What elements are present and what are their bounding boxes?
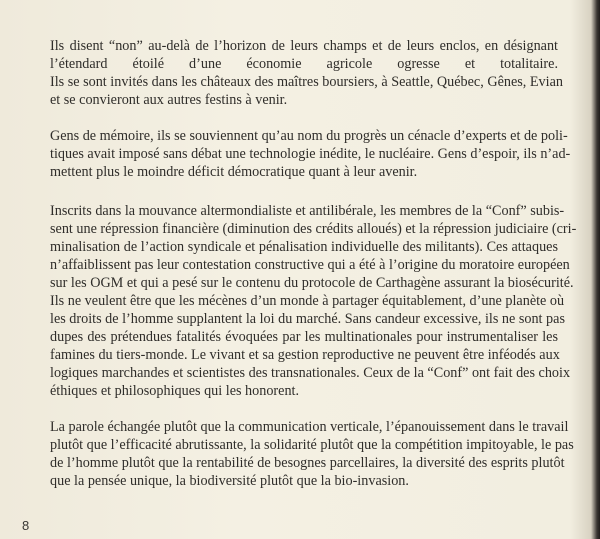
text-line: tiques avait imposé sans débat une technologie inédite, le nucléaire. Gens d’espoir, ils n’ad-: [50, 146, 571, 162]
paragraph-2: [50, 127, 571, 181]
paragraph-3: [50, 202, 577, 400]
text-line: les droits de l’homme supplantent la loi du marché. Sans candeur excessive, ils ne sont pas: [50, 311, 565, 327]
text-line: Ils ne veulent être que les mécènes d’un monde à partager équitablement, d’une planète où: [50, 293, 565, 309]
text-line: minalisation de l’action syndicale et pénalisation individuelle des militants). Ces attaques: [50, 239, 558, 255]
text-line: famines du tiers-monde. Le vivant et sa gestion reproductive ne peuvent être inféodés aux: [50, 347, 560, 363]
text-line: mettent plus le moindre déficit démocratique quant à leur avenir.: [50, 164, 418, 180]
text-line: sent une répression financière (diminution des crédits alloués) et la répression judiciaire (cri-: [50, 221, 577, 237]
text-line: éthiques et philosophiques qui les honorent.: [50, 383, 300, 399]
text-line: Ils disent “non” au-delà de l’horizon de leurs champs et de leurs enclos, en désignant: [50, 38, 558, 54]
text-line: La parole échangée plutôt que la communication verticale, l’épanouissement dans le travail: [50, 419, 569, 435]
text-line: logiques marchandes et scientistes des transnationales. Ceux de la “Conf” ont fait des choix: [50, 365, 571, 381]
page-number: 8: [22, 518, 30, 533]
text-line: plutôt que l’efficacité abrutissante, la solidarité plutôt que la compétition impitoyable, le pas: [50, 437, 574, 453]
text-line: dupes des prétendues fatalités évoquées par les multinationales pour instrumentaliser les: [50, 329, 558, 345]
text-line: n’affaiblissent pas leur contestation constructive qui a été à l’origine du moratoire européen: [50, 257, 570, 273]
text-line: sur les OGM et qui a pesé sur le contenu du protocole de Carthagène assurant la biosécurité.: [50, 275, 574, 291]
text-line: et se convieront aux autres festins à venir.: [50, 92, 288, 108]
text-line: Inscrits dans la mouvance altermondialiste et antilibérale, les membres de la “Conf” subis-: [50, 203, 565, 219]
text-line: l’étendard étoilé d’une économie agricole ogresse et totalitaire.: [50, 56, 558, 72]
text-line: Gens de mémoire, ils se souviennent qu’au nom du progrès un cénacle d’experts et de poli-: [50, 128, 568, 144]
paragraph-1: [50, 37, 563, 109]
text-line: que la pensée unique, la biodiversité plutôt que la bio-invasion.: [50, 473, 409, 489]
text-line: Ils se sont invités dans les châteaux des maîtres boursiers, à Seattle, Québec, Gênes, Evian: [50, 74, 563, 90]
text-line: de l’homme plutôt que la rentabilité de besognes parcellaires, la diversité des esprits plutôt: [50, 455, 565, 471]
paragraph-4: [50, 418, 574, 490]
